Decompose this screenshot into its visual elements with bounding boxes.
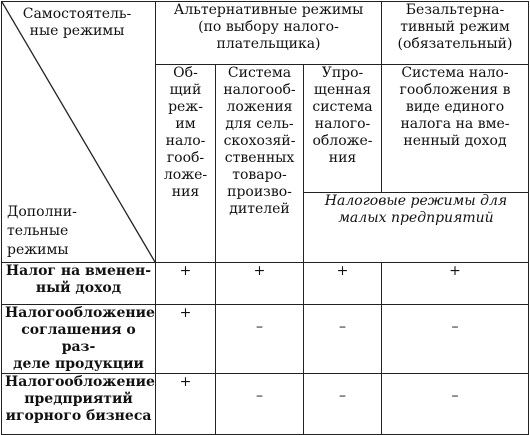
small-business-note: Налоговые режимы для малых предприятий [304, 193, 529, 263]
general-regime-header: Об- щий реж- им нало- гооб- ложе- ния [156, 65, 216, 263]
cell-mark: – [216, 374, 304, 435]
row-label: Налогообложение предприятий игорного бизнеса [2, 374, 156, 435]
cell-mark: + [156, 374, 216, 435]
cell-mark: – [216, 305, 304, 374]
cell-mark: + [304, 263, 382, 305]
cell-mark: + [156, 263, 216, 305]
single-tax-regime-header: Система нало- гообложения в виде единого налога на вме- ненный доход [382, 65, 529, 193]
simplified-regime-header: Упро- щенная система налого- обложе- ния [304, 65, 382, 193]
tax-regimes-table [1, 1, 529, 435]
cell-mark: + [156, 305, 216, 374]
alternative-regimes-header: Альтернативные режимы (по выбору налого- плательщика) [156, 2, 382, 65]
agri-regime-header: Система налогооб- ложения для сель- скохозяй- ственных товаро- произво- дителей [216, 65, 304, 263]
additional-regimes-label: Дополни- тельные режимы [7, 204, 77, 258]
row-label: Налог на вменен- ный доход [2, 263, 156, 305]
cell-mark: – [382, 305, 529, 374]
diagonal-header-cell [2, 2, 156, 263]
cell-mark: + [382, 263, 529, 305]
self-regimes-label: Самостоятель- ные режимы [22, 6, 132, 39]
cell-mark: – [304, 305, 382, 374]
table-row [2, 263, 529, 305]
cell-mark: – [304, 374, 382, 435]
table-row [2, 374, 529, 435]
mandatory-regime-header: Безальтерна- тивный режим (обязательный) [382, 2, 529, 65]
table-row [2, 305, 529, 374]
cell-mark: + [216, 263, 304, 305]
row-label: Налогообложение соглашения о раз- деле продукции [2, 305, 156, 374]
cell-mark: – [382, 374, 529, 435]
